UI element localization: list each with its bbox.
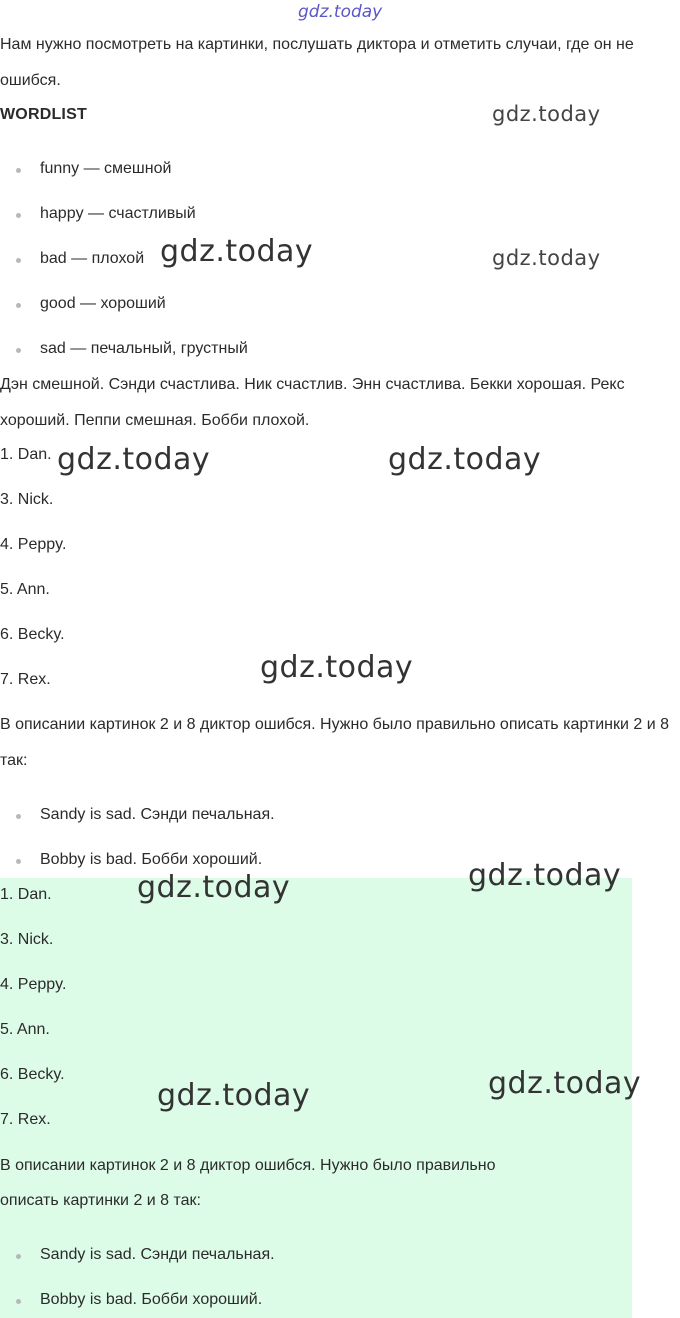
site-header-logo[interactable]: gdz.today (298, 2, 383, 22)
list-item: happy — счастливый (40, 205, 196, 222)
watermark: gdz.today (488, 1066, 642, 1101)
bullet-icon (16, 859, 21, 864)
answer-item: 6. Becky. (0, 626, 65, 643)
watermark: gdz.today (492, 246, 601, 270)
correction-item: Sandy is sad. Сэнди печальная. (40, 806, 275, 823)
answer-item: 4. Peppy. (0, 976, 67, 993)
bullet-icon (16, 814, 21, 819)
list-item: good — хороший (40, 295, 166, 312)
watermark: gdz.today (260, 650, 414, 685)
intro-paragraph: Нам нужно посмотреть на картинки, послушать диктора и отметить случаи, где он не ошибся. (0, 36, 634, 89)
answer-item: 5. Ann. (0, 1021, 50, 1038)
watermark: gdz.today (157, 1078, 311, 1113)
watermark: gdz.today (57, 442, 211, 477)
correction-item: Bobby is bad. Бобби хороший. (40, 1291, 263, 1308)
answer-item: 6. Becky. (0, 1066, 65, 1083)
correction-item: Bobby is bad. Бобби хороший. (40, 851, 263, 868)
answer-item: 4. Peppy. (0, 536, 67, 553)
bullet-icon (16, 1299, 21, 1304)
answer-item: 3. Nick. (0, 491, 54, 508)
mistake-note-highlighted-line-2: описать картинки 2 и 8 так: (0, 1192, 201, 1209)
watermark: gdz.today (468, 858, 622, 893)
watermark: gdz.today (388, 442, 542, 477)
correction-item: Sandy is sad. Сэнди печальная. (40, 1246, 275, 1263)
bullet-icon (16, 348, 21, 353)
bullet-icon (16, 258, 21, 263)
list-item: sad — печальный, грустный (40, 340, 248, 357)
bullet-icon (16, 213, 21, 218)
list-item: bad — плохой (40, 250, 145, 267)
bullet-icon (16, 1254, 21, 1259)
bullet-icon (16, 303, 21, 308)
answer-item: 5. Ann. (0, 581, 50, 598)
wordlist-heading: WORDLIST (0, 106, 87, 123)
answer-item: 1. Dan. (0, 446, 52, 463)
answer-item: 3. Nick. (0, 931, 54, 948)
watermark: gdz.today (492, 102, 601, 126)
mistake-note: В описании картинок 2 и 8 диктор ошибся. Нужно было правильно описать картинки 2 и 8 так: (0, 716, 669, 769)
answer-item: 7. Rex. (0, 1111, 51, 1128)
bullet-icon (16, 168, 21, 173)
answer-item: 7. Rex. (0, 671, 51, 688)
transcript-paragraph: Дэн смешной. Сэнди счастлива. Ник счастлив. Энн счастлива. Бекки хорошая. Рекс хороший. Пеппи смешная. Бобби плохой. (0, 376, 625, 429)
list-item: funny — смешной (40, 160, 172, 177)
mistake-note-highlighted-line-1: В описании картинок 2 и 8 диктор ошибся. Нужно было правильно (0, 1157, 496, 1174)
watermark: gdz.today (160, 234, 314, 269)
watermark: gdz.today (137, 870, 291, 905)
answer-item: 1. Dan. (0, 886, 52, 903)
